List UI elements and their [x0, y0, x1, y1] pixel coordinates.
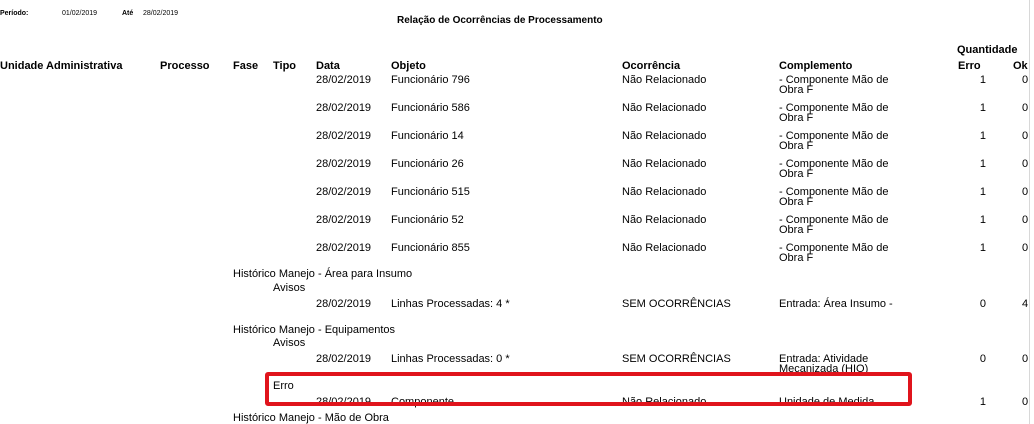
row-erro: 1 — [979, 102, 986, 114]
row-complemento: - Componente Mão de Obra F — [779, 186, 889, 208]
row-ok: 0 — [1022, 74, 1029, 86]
row-erro: 0 — [979, 298, 986, 310]
row-ok: 0 — [1022, 353, 1029, 365]
page-edge-divider — [1029, 0, 1030, 424]
row-erro: 1 — [979, 396, 986, 408]
row-objeto: Funcionário 796 — [391, 74, 470, 86]
col-data: Data — [316, 60, 340, 72]
row-ocorrencia: Não Relacionado — [622, 102, 707, 114]
periodo-label: Período: — [0, 10, 29, 17]
row-complemento: - Componente Mão de Obra F — [779, 214, 889, 236]
row-erro: 1 — [979, 214, 986, 226]
row-data: 28/02/2019 — [316, 214, 372, 226]
row-objeto: Linhas Processadas: 0 * — [391, 353, 510, 365]
group-tipo: Avisos — [273, 282, 306, 294]
row-complemento: - Componente Mão de Obra F — [779, 74, 889, 96]
row-ocorrencia: Não Relacionado — [622, 186, 707, 198]
row-ok: 0 — [1022, 130, 1029, 142]
row-data: 28/02/2019 — [316, 396, 372, 408]
col-objeto: Objeto — [391, 60, 426, 72]
row-erro: 1 — [979, 242, 986, 254]
col-tipo: Tipo — [273, 60, 297, 72]
row-data: 28/02/2019 — [316, 186, 372, 198]
row-objeto: Funcionário 855 — [391, 242, 470, 254]
row-complemento: - Componente Mão de Obra F — [779, 130, 889, 152]
row-complemento: Unidade de Medida — [779, 396, 875, 408]
row-data: 28/02/2019 — [316, 242, 372, 254]
row-ocorrencia: Não Relacionado — [622, 158, 707, 170]
col-unidade: Unidade Administrativa — [0, 60, 123, 72]
row-data: 28/02/2019 — [316, 158, 372, 170]
row-data: 28/02/2019 — [316, 130, 372, 142]
row-ocorrencia: SEM OCORRÊNCIAS — [622, 353, 731, 365]
row-erro: 1 — [979, 130, 986, 142]
ate-label: Até — [122, 10, 134, 17]
row-ok: 0 — [1022, 158, 1029, 170]
row-objeto: Funcionário 26 — [391, 158, 464, 170]
group-title: Histórico Manejo - Equipamentos — [233, 324, 396, 336]
row-erro: 0 — [979, 353, 986, 365]
row-complemento: - Componente Mão de Obra F — [779, 242, 889, 264]
row-ok: 0 — [1022, 214, 1029, 226]
periodo-start: 01/02/2019 — [62, 10, 98, 17]
row-ok: 0 — [1022, 242, 1029, 254]
col-fase: Fase — [233, 60, 259, 72]
row-erro: 1 — [979, 186, 986, 198]
row-complemento: - Componente Mão de Obra F — [779, 102, 889, 124]
row-ocorrencia: SEM OCORRÊNCIAS — [622, 298, 731, 310]
row-objeto: Linhas Processadas: 4 * — [391, 298, 510, 310]
row-ok: 0 — [1022, 102, 1029, 114]
row-data: 28/02/2019 — [316, 74, 372, 86]
row-data: 28/02/2019 — [316, 353, 372, 365]
row-ok: 0 — [1022, 396, 1029, 408]
row-objeto: Funcionário 586 — [391, 102, 470, 114]
group-tipo: Avisos — [273, 337, 306, 349]
periodo-end: 28/02/2019 — [143, 10, 179, 17]
row-complemento: Entrada: Área Insumo - — [779, 298, 893, 310]
report-title: Relação de Ocorrências de Processamento — [397, 15, 603, 26]
row-data: 28/02/2019 — [316, 298, 372, 310]
col-ok: Ok — [1013, 60, 1028, 72]
col-complemento: Complemento — [779, 60, 853, 72]
row-ocorrencia: Não Relacionado — [622, 214, 707, 226]
row-objeto: Componente — [391, 396, 454, 408]
row-ok: 0 — [1022, 186, 1029, 198]
col-ocorrencia: Ocorrência — [622, 60, 681, 72]
row-complemento: - Componente Mão de Obra F — [779, 158, 889, 180]
col-erro: Erro — [958, 60, 981, 72]
row-ocorrencia: Não Relacionado — [622, 396, 707, 408]
row-erro: 1 — [979, 74, 986, 86]
row-objeto: Funcionário 52 — [391, 214, 464, 226]
col-quantidade: Quantidade — [957, 44, 1018, 56]
row-data: 28/02/2019 — [316, 102, 372, 114]
highlight-box — [265, 372, 912, 406]
group-title: Histórico Manejo - Área para Insumo — [233, 268, 413, 280]
row-complemento: Entrada: Atividade Mecanizada (HIO) — [779, 353, 869, 375]
row-ocorrencia: Não Relacionado — [622, 130, 707, 142]
col-processo: Processo — [160, 60, 210, 72]
row-objeto: Funcionário 515 — [391, 186, 470, 198]
row-ok: 4 — [1022, 298, 1029, 310]
row-ocorrencia: Não Relacionado — [622, 242, 707, 254]
group-title: Histórico Manejo - Mão de Obra — [233, 412, 389, 424]
row-erro: 1 — [979, 158, 986, 170]
row-ocorrencia: Não Relacionado — [622, 74, 707, 86]
erro-tipo: Erro — [273, 380, 294, 392]
row-objeto: Funcionário 14 — [391, 130, 464, 142]
